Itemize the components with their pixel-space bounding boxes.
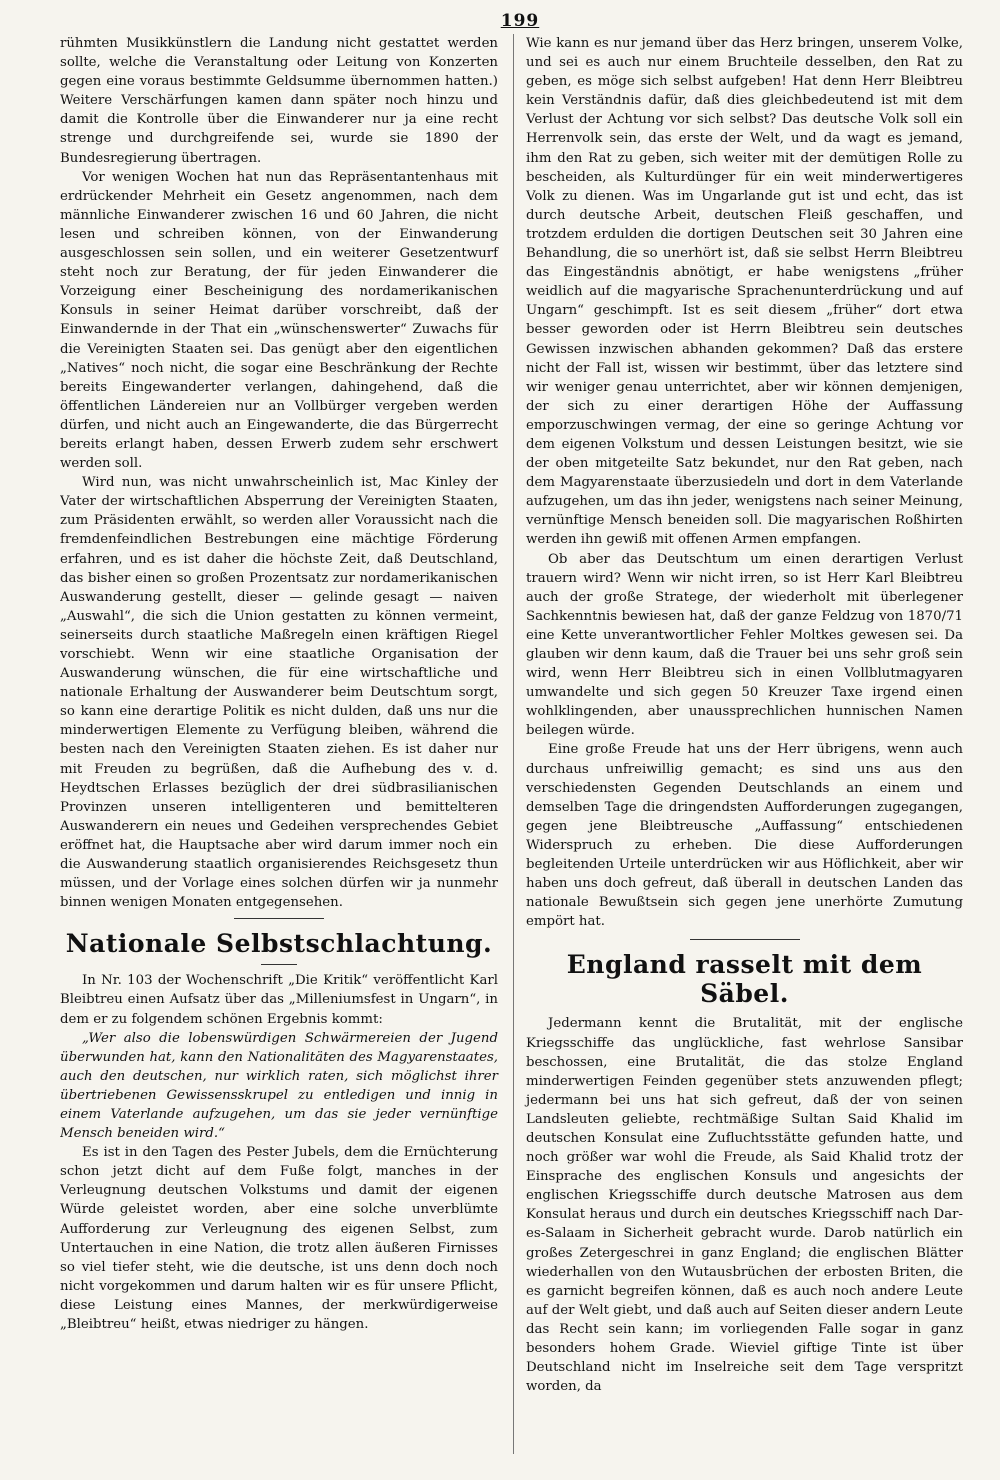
left-column xyxy=(60,34,510,1454)
paragraph: rühmten Musikkünstlern die Landung nicht gestattet werden sollte, welche die Veranstaltung oder Leitung von Konzerten gegen eine voraus bestimmte Geldsumme übernommen hatten.) Weitere Verschärfungen kamen dann später noch hinzu und damit die Kontrolle über die Einwanderer nur ja eine recht strenge und durchgreifende sei, wurde sie 1890 der Bundesregierung übertragen. xyxy=(60,36,498,166)
section-divider xyxy=(234,918,324,919)
two-column-body xyxy=(60,34,970,1454)
paragraph: Es ist in den Tagen des Pester Jubels, dem die Ernüchterung schon jetzt dicht auf dem Fuße folgt, manches in der Verleugnung deutschen Volkstums und damit der eigenen Würde geleistet worden, aber eine solche unverblümte Aufforderung zur Verleugnung des eigenen Selbst, zum Untertauchen in eine Nation, die trotz allen äußeren Firnisses so viel tiefer steht, wie die deutsche, ist uns denn doch noch nicht vorgekommen und darum halten wir es für unsere Pflicht, diese Leistung eines Mannes, der merkwürdigerweise „Bleibtreu“ heißt, etwas niedriger zu hängen. xyxy=(60,1145,498,1332)
paragraph: Jedermann kennt die Brutalität, mit der englische Kriegsschiffe das unglückliche, fast wehrlose Sansibar beschossen, eine Brutalität, die das stolze England minderwertigen Feinden gegenüber stets anzuwenden pflegt; jedermann bei uns hat sich gefreut, daß der von seinen Landsleuten geliebte, rechtmäßige Sultan Said Khalid im deutschen Konsulat eine Zufluchtsstätte gefunden hatte, und noch größer war wohl die Freude, als Said Khalid trotz der Einsprache des englischen Konsuls und angesichts der englischen Kriegsschiffe durch deutsche Matrosen aus dem Konsulat heraus und durch ein deutsches Kriegsschiff nach Dar-es-Salaam in Sicherheit gebracht wurde. Darob natürlich ein großes Zetergeschrei in ganz England; die englischen Blätter wiederhallen von den Wutausbrüchen der erbosten Briten, die es garnicht begreifen können, daß es auch noch andere Leute auf der Welt giebt, und daß auch auf Seiten dieser andern Leute das Recht sein kann; im vorliegenden Falle sogar in ganz besonders hohem Grade. Wieviel giftige Tinte ist über Deutschland nicht im Inselreiche seit dem Tage verspritzt worden, da xyxy=(526,1016,963,1395)
article-title: Nationale Selbstschlachtung. xyxy=(65,929,493,959)
paragraph: Ob aber das Deutschtum um einen derartigen Verlust trauern wird? Wenn wir nicht irren, so ist Herr Karl Bleibtreu auch der große Stratege, der wiederholt mit überlegener Sachkenntnis bewiesen hat, daß der ganze Feldzug von 1870/71 eine Kette unverantwortlicher Fehler Moltkes gewesen sei. Da glauben wir denn kaum, daß die Trauer bei uns sehr groß sein wird, wenn Herr Bleibtreu sich in einen Vollblutmagyaren umwandelte und sich gegen 50 Kreuzer Taxe irgend einen wohlklingenden, aber unaussprechlichen hunnischen Namen beilegen würde. xyxy=(526,551,963,739)
title-divider xyxy=(261,964,297,965)
quote-paragraph: „Wer also die lobenswürdigen Schwärmereien der Jugend überwunden hat, kann den Nationalitäten des Magyarenstaates, auch den deutschen, nur wirklich raten, sich möglichst ihrer übertriebenen Gewissensskrupel zu entledigen und innig in einem Vaterlande aufzugehen, um das sie jeder vernünftige Mensch beneiden wird.“ xyxy=(60,1030,498,1142)
section-divider xyxy=(690,939,800,940)
paragraph: Vor wenigen Wochen hat nun das Repräsentantenhaus mit erdrückender Mehrheit ein Gesetz angenommen, nach dem männliche Einwanderer zwischen 16 und 60 Jahren, die nicht lesen und schreiben können, von der Einwanderung ausgeschlossen sein sollen, und ein weiterer Gesetzentwurf steht noch zur Beratung, der für jeden Einwanderer die Vorzeigung einer Bescheinigung des nordamerikanischen Konsuls in seiner Heimat darüber vorschreibt, daß der Einwandernde in der That ein „wünschenswerter“ Zuwachs für die Vereinigten Staaten sei. Das genügt aber den eigentlichen „Natives“ noch nicht, die sogar eine Beschränkung der Rechte bereits Eingewanderter verlangen, dahingehend, daß die öffentlichen Ländereien nur an Vollbürger vergeben werden dürfen, und nicht auch an Eingewanderte, die das Bürgerrecht bereits erlangt haben, dessen Erwerb zudem sehr erschwert werden soll. xyxy=(60,169,498,472)
right-column xyxy=(513,34,963,1454)
page-number: 199 xyxy=(500,11,540,31)
paragraph: Eine große Freude hat uns der Herr übrigens, wenn auch durchaus unfreiwillig gemacht; es sind uns aus den verschiedensten Gegenden Deutschlands an einem und demselben Tage die dringendsten Aufforderungen zugegangen, gegen jene Bleibtreusche „Auffassung“ entschiedenen Widerspruch zu erheben. Die diese Aufforderungen begleitenden Urteile unterdrücken wir aus Höflichkeit, aber wir haben uns doch gefreut, daß überall in deutschen Landen das nationale Bewußtsein sich gegen jene unerhörte Zumutung empört hat. xyxy=(526,742,963,930)
paragraph: In Nr. 103 der Wochenschrift „Die Kritik“ veröffentlicht Karl Bleibtreu einen Aufsatz über das „Milleniumsfest in Ungarn“, in dem er zu folgendem schönen Ergebnis kommt: xyxy=(60,973,498,1027)
paragraph: Wird nun, was nicht unwahrscheinlich ist, Mac Kinley der Vater der wirtschaftlichen Absperrung der Vereinigten Staaten, zum Präsidenten erwählt, so werden aller Voraussicht nach die fremdenfeindlichen Bestrebungen eine mächtige Förderung erfahren, und es ist daher die höchste Zeit, daß Deutschland, das bisher einen so großen Prozentsatz zur nordamerikanischen Auswanderung gestellt, dieser — gelinde gesagt — naiven „Auswahl“, die sich die Union gestatten zu können vermeint, seinerseits durch staatliche Maßregeln einen kräftigen Riegel vorschiebt. Wenn wir eine staatliche Organisation der Auswanderung wünschen, die für eine wirtschaftliche und nationale Erhaltung der Auswanderer beim Deutschtum sorgt, so kann eine derartige Politik es nicht dulden, daß uns nur die minderwertigen Elemente zu Verfügung bleiben, während die besten nach den Vereinigten Staaten ziehen. Es ist daher nur mit Freuden zu begrüßen, daß die Aufhebung des v. d. Heydtschen Erlasses bezüglich der drei südbrasilianischen Provinzen unseren intelligenteren und bemittelteren Auswanderern ein neues und Gedeihen versprechendes Gebiet eröffnet hat, die Hauptsache aber wird darum immer noch ein die Auswanderung staatlich organisierendes Reichsgesetz thun müssen, und der Vorlage eines solchen dürfen wir ja nunmehr binnen wenigen Monaten entgegensehen. xyxy=(60,475,498,911)
article-title: England rasselt mit dem Säbel. xyxy=(566,950,923,1009)
paragraph: Wie kann es nur jemand über das Herz bringen, unserem Volke, und sei es auch nur einem Bruchteile desselben, den Rat zu geben, es möge sich selbst aufgeben! Hat denn Herr Bleibtreu kein Verständnis dafür, daß dies gleichbedeutend ist mit dem Verlust der Achtung vor sich selbst? Das deutsche Volk soll ein Herrenvolk sein, das erste der Welt, und da wagt es jemand, ihm den Rat zu geben, sich weiter mit der demütigen Rolle zu bescheiden, als Kulturdünger für ein weit minderwertigeres Volk zu dienen. Was im Ungarlande gut ist und echt, das ist durch deutsche Arbeit, deutschen Fleiß geschaffen, und trotzdem erdulden die dortigen Deutschen seit 30 Jahren eine Behandlung, die so unerhört ist, daß sie selbst Herrn Bleibtreu das Eingeständnis abnötigt, er habe wenigstens „früher weidlich auf die magyarische Sprachenunterdrückung und auf Ungarn“ geschimpft. Ist es seit diesem „früher“ dort etwa besser geworden oder ist Herrn Bleibtreu sein deutsches Gewissen inzwischen abhanden gekommen? Daß das erstere nicht der Fall ist, wissen wir bestimmt, über das letztere sind wir weniger genau unterrichtet, aber wir können demjenigen, der sich zu einer derartigen Höhe der Auffassung emporzuschwingen vermag, der eine so geringe Achtung vor dem eigenen Volkstum und dessen Leistungen besitzt, wie sie der oben mitgeteilte Satz bekundet, nur den Rat geben, nach dem Magyarenstaate überzusiedeln und dort in dem Vaterlande aufzugehen, um das ihn jeder, wenigstens nach seiner Meinung, vernünftige Mensch beneiden soll. Die magyarischen Roßhirten werden ihn gewiß mit offenen Armen empfangen. xyxy=(526,36,963,548)
